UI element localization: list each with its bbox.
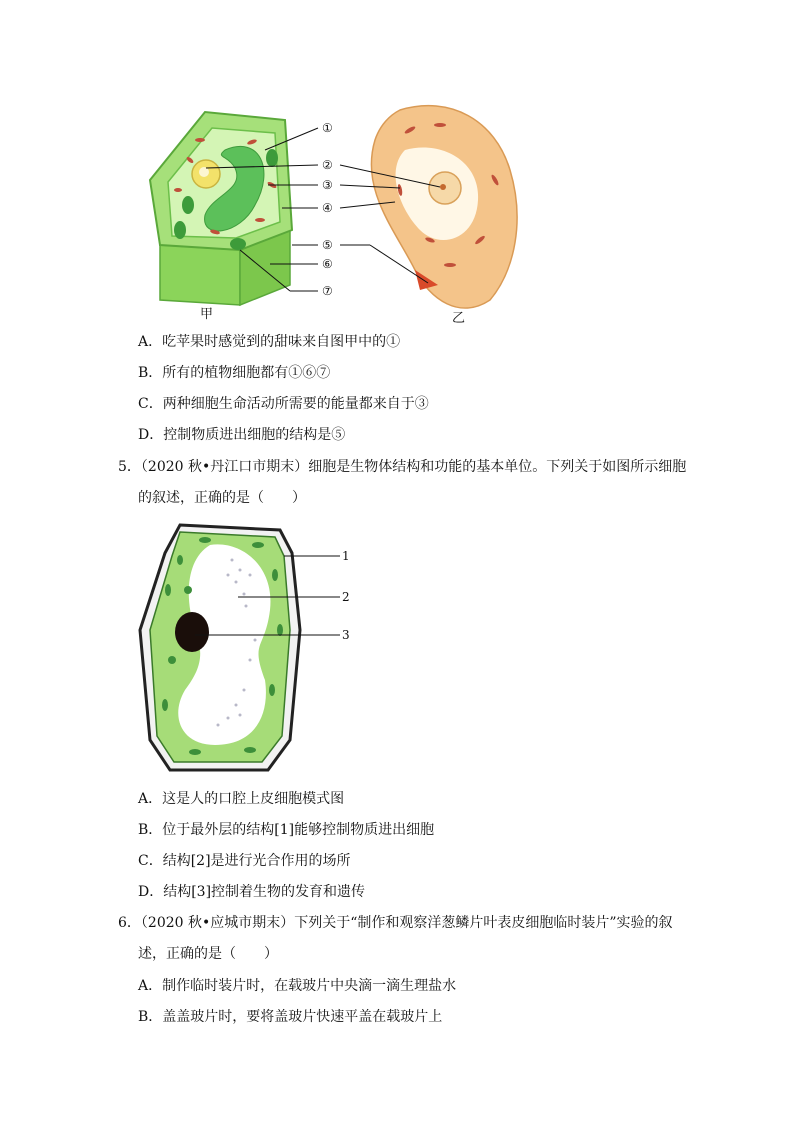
q4-option-a: A．吃苹果时感觉到的甜味来自图甲中的① bbox=[138, 334, 401, 350]
callout-4: ④ bbox=[322, 201, 333, 215]
callout-3: ③ bbox=[322, 178, 333, 192]
callout-1: ① bbox=[322, 121, 333, 135]
q5-option-a: A．这是人的口腔上皮细胞模式图 bbox=[138, 791, 345, 807]
q5-stem-line1: 5．（2020 秋•丹江口市期末）细胞是生物体结构和功能的基本单位。下列关于如图所示细胞 bbox=[118, 459, 687, 475]
cell-label-2: 2 bbox=[342, 590, 350, 604]
q6-option-a: A．制作临时装片时，在载玻片中央滴一滴生理盐水 bbox=[138, 978, 457, 994]
q5-stem-line2: 的叙述，正确的是（ ） bbox=[138, 490, 306, 506]
callout-2: ② bbox=[322, 158, 333, 172]
animal-cell-label: 乙 bbox=[452, 311, 466, 326]
plant-cell-label: 甲 bbox=[200, 307, 214, 322]
q4-option-c: C．两种细胞生命活动所需要的能量都来自于③ bbox=[138, 396, 429, 412]
q6-option-b: B．盖盖玻片时，要将盖玻片快速平盖在载玻片上 bbox=[138, 1009, 443, 1025]
q5-option-b: B．位于最外层的结构[1]能够控制物质进出细胞 bbox=[138, 822, 435, 838]
q5-option-c: C．结构[2]是进行光合作用的场所 bbox=[138, 853, 351, 869]
q4-option-b: B．所有的植物细胞都有①⑥⑦ bbox=[138, 365, 331, 381]
q4-option-d: D．控制物质进出细胞的结构是⑤ bbox=[138, 427, 346, 443]
callout-5: ⑤ bbox=[322, 238, 333, 252]
q6-stem-line2: 述，正确的是（ ） bbox=[138, 946, 278, 962]
callout-6: ⑥ bbox=[322, 257, 333, 271]
q6-stem-line1: 6．（2020 秋•应城市期末）下列关于“制作和观察洋葱鳞片叶表皮细胞临时装片”实验的叙 bbox=[118, 915, 673, 931]
cell-label-1: 1 bbox=[342, 549, 350, 563]
q5-option-d: D．结构[3]控制着生物的发育和遗传 bbox=[138, 884, 366, 900]
callout-7: ⑦ bbox=[322, 284, 333, 298]
cell-label-3: 3 bbox=[342, 628, 350, 642]
